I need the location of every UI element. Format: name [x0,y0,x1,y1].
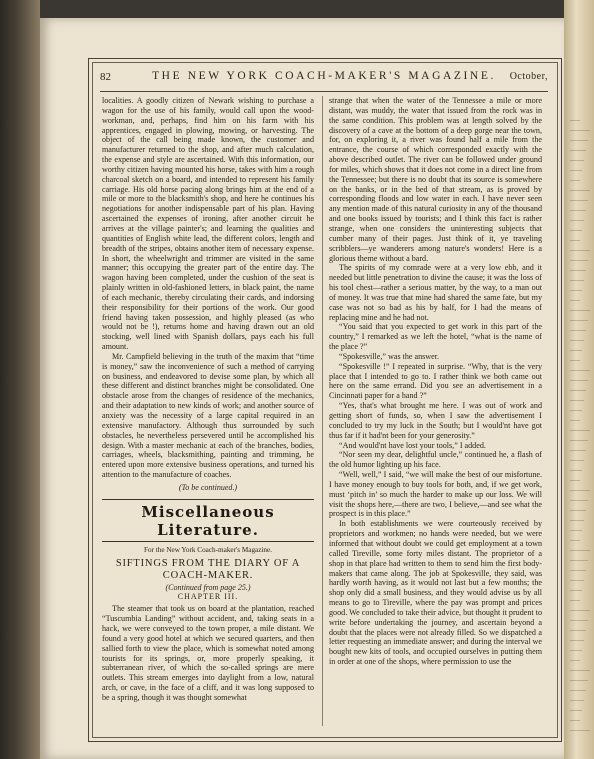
right-column [329,96,542,667]
facing-page-text-ghost [570,310,590,311]
left-column [102,96,314,703]
attribution-line: For the New York Coach-maker's Magazine. [143,545,273,554]
facing-page-text-ghost [570,220,584,221]
facing-page-text-ghost [570,280,584,281]
facing-page-text-ghost [570,180,580,181]
facing-page-text-ghost [570,460,584,461]
body-paragraph: “Spokesville,” was the answer. [339,351,440,361]
facing-page-text-ghost [570,270,586,271]
facing-page-text-ghost [570,330,586,331]
facing-page-text-ghost [570,360,580,361]
header-rule [100,91,548,92]
facing-page-text-ghost [570,620,588,621]
facing-page-text-ghost [570,150,586,151]
body-paragraph: “Spokesville !” I repeated in surprise. “Why, that is the very place that I intended to go to. I rather think we both came out here on the same errand. Did you see an advertisement in a Cincinnati paper for a hand ?” [329,361,542,401]
body-paragraph: In both establishments we were courteously received by proprietors and workmen; no hands were needed, but we were informed that without doubt we could get employment at a town called Tireville, some forty miles distant. The proprietor of a shop in that place had written to them to send him the first body-makers that came along. The job at Spokesville, they said, was hardly worth having, as it would not last but a few months; the shop only did a small business, and they would advise us by all means to go to Tireville, where the pay was prompt and prices good. We concluded to take their advice, but thought it prudent to write before undertaking the journey, and ascertain beyond a doubt that the places were not already filled. So we dispatched a letter requesting an immediate answer; and during the interval we bought new kits of tools, and occupied ourselves in putting them in order at one of the shops, where permission to use the [329,519,542,667]
page-header [100,68,548,90]
body-paragraph: strange that when the water of the Tennessee a mile or more distant, was muddy, the water that issued from the rock was in the same condition. This problem was at length solved by the discovery of a cave at the bottom of a deep gorge near the town, for, on exploring it, a river was found half a mile from the entrance, the course of which corresponded exactly with the above described outlet. The river can be followed under ground for miles, which shows that it does not come in a direct line from the Tennessee; but there is no doubt that its source is somewhere on the banks, or in the bed of that stream, as is proved by corresponding floods and low water in each. I have never seen any mention made of this natural curiosity in any of the thousand and one books issued by tourists; and I think this fact is rather strange, when one considers the uninteresting subjects that cumber many of their pages. Just think of it, ye traveling scribblers—ye wanderers among nature's wonders! Here is a glorious theme without a bard. [329,96,542,263]
chapter-heading: CHAPTER III. [177,592,239,602]
facing-page-text-ghost [570,700,584,701]
facing-page-text-ghost [570,480,580,481]
facing-page-text-ghost [570,420,580,421]
facing-page-text-ghost [570,530,582,531]
continued-note: (To be continued.) [178,482,238,492]
facing-page-text-ghost [570,680,588,681]
facing-page-text-ghost [570,200,588,201]
facing-page-text-ghost [570,230,582,231]
facing-page-text-ghost [570,580,584,581]
body-paragraph: “You said that you expected to get work in this part of the country,” I remarked as we left the hotel, “what is the name of the place ?” [329,322,542,352]
body-paragraph: “Yes, that's what brought me here. I was out of work and getting short of funds, so, when I saw the advertisement I concluded to try my luck in the South; but I would'nt have got thus far if it had'nt been for your generosity.” [329,401,542,440]
facing-page-text-ghost [570,660,580,661]
facing-page-text-ghost [570,260,588,261]
header-month: October, [509,71,548,82]
facing-page-text-ghost [570,400,584,401]
facing-page-text-ghost [570,730,590,731]
facing-page-text-ghost [570,320,588,321]
body-paragraph: “Nor seen my dear, delightful uncle,” continued he, a flash of the old humor lighting up his face. [329,450,542,470]
facing-page-text-ghost [570,590,582,591]
facing-page-text-ghost [570,290,582,291]
facing-page-text-ghost [570,490,590,491]
article-title: SIFTINGS FROM THE DIARY OF A COACH-MAKER. [115,557,301,581]
article-continued-note: (Continued from page 25.) [165,582,251,592]
facing-page-text-ghost [570,610,590,611]
facing-page-text-ghost [570,640,584,641]
facing-page-text-ghost [570,300,580,301]
facing-page-text-ghost [570,430,590,431]
body-paragraph: The spirits of my comrade were at a very low ebb, and it needed but little penetration to divine the cause; it was the loss of his tool chest—rather a serious matter, by the way, to a man out of money. It was true that mine had shared the same fate, but my case was not so bad as his by half, for I had the means of replacing mine and he had not. [329,263,542,322]
facing-page-text-ghost [570,440,588,441]
facing-page-text-ghost [570,130,590,131]
facing-page-text-ghost [570,630,586,631]
column-divider [322,96,323,726]
section-heading-box [102,499,314,542]
facing-page-text-ghost [570,210,586,211]
facing-page-edge [564,0,594,759]
facing-page-text-ghost [570,470,582,471]
body-paragraph: localities. A goodly citizen of Newark wishing to purchase a wagon for the use of his family, would call upon the wood-workman, and, perhaps, find him on his farm with his apprentices, engaged in plowing, mowing, or harvesting. The object of the call being made known, the customer and manufacturer returned to the shop, and after much calculation, the expense and style are ascertained. With this information, our worthy citizen having mounted his horse, takes with him a rough charcoal sketch on a board, and intended to represent his family carriage. His old horse pacing along brings him at the end of a mile or more to the blacksmith's shop, and here he continues his negotiations for another indispensable part of his plan. Having ascertained the expenses of ironing, after another circuit he arrives at the village painter's; and learning the qualities and quantities of English white lead, the different colors, length and breadth of the stripes, obtains another item of necessary expense. In short, the wheelwright and trimmer are visited in the same manner; this occupying the greater part of the entire day. The wagon having been completed, under the cushion of the seat is plainly written in old-fashioned letters, in black paint, the name of each mechanic, thereby circulating their cards, and indorsing their responsibility for their portions of the work. Our good friend having taken possession, and highly pleased (as who would not be !), returns home and having drawn out an old stocking, well lined with Spanish dollars, pays each his full amount. [102,96,314,352]
facing-page-text-ghost [570,190,590,191]
facing-page-text-ghost [570,510,586,511]
facing-page-text-ghost [570,380,588,381]
facing-page-text-ghost [570,120,580,121]
body-paragraph: Mr. Campfield believing in the truth of the maxim that “time is money,” saw the inconvenience of such a method of carrying on business, and endeavored to devise some plan, by which all these different and distinct branches might be consolidated. One obstacle arose from the changes of residence of the mechanics, and their adaptation to new kinds of work; and another source of anxiety was the necessity of a large capital required in an extensive manufactory. Although thus surrounded by such obstacles, he nevertheless persevered until he accomplished his design. With a master mechanic at each of the branches, bodies, carriages, wheels, blacksmithing, painting and trimming, he entered upon more extensive business operations, and turned his attention to the manufacture of coaches. [102,351,314,480]
body-paragraph: “And would'nt have lost your tools,” I added. [339,440,486,450]
body-paragraph: “Well, well,” I said, “we will make the best of our misfortune. I have money enough to buy tools for both, and, if we get work, must ‘pitch in’ so much the harder to make up our loss. We will visit the shops here,—there are two, I believe,—and see what the prospect is in this place.” [329,470,542,519]
facing-page-text-ghost [570,160,584,161]
facing-page-text-ghost [570,410,582,411]
facing-page-text-ghost [570,690,586,691]
facing-page-text-ghost [570,570,586,571]
body-paragraph: The steamer that took us on board at the plantation, reached “Tuscumbia Landing” without accident, and, taking seats in a hack, we were conveyed to the town proper, a mile distant. We found a very good hotel at which we secured quarters, and then sallied forth to view the place, which is somewhat noted among tourists for its springs, or, more properly speaking, it subterranean river, of which the so-called springs are mere outlets. This stream emerges into daylight from a low, natural arch, or cave, in the face of a cliff, and it was long supposed to be a spring, though it was thought somewhat [102,604,314,702]
facing-page-text-ghost [570,350,582,351]
facing-page-text-ghost [570,370,590,371]
facing-page-text-ghost [570,540,580,541]
facing-page-text-ghost [570,240,580,241]
facing-page-text-ghost [570,710,582,711]
facing-page-text-ghost [570,720,580,721]
facing-page-text-ghost [570,550,590,551]
running-title: THE NEW YORK COACH-MAKER'S MAGAZINE. [152,70,496,82]
facing-page-text-ghost [570,390,586,391]
facing-page-text-ghost [570,670,590,671]
facing-page-text-ghost [570,340,584,341]
page-number: 82 [100,71,111,83]
facing-page-text-ghost [570,600,580,601]
section-heading: Miscellaneous Literature. [141,502,275,539]
book-spine-shadow [0,0,40,759]
facing-page-text-ghost [570,500,588,501]
facing-page-text-ghost [570,450,586,451]
facing-page-text-ghost [570,170,582,171]
facing-page-text-ghost [570,140,588,141]
facing-page-text-ghost [570,250,590,251]
facing-page-text-ghost [570,560,588,561]
facing-page-text-ghost [570,520,584,521]
facing-page-text-ghost [570,650,582,651]
